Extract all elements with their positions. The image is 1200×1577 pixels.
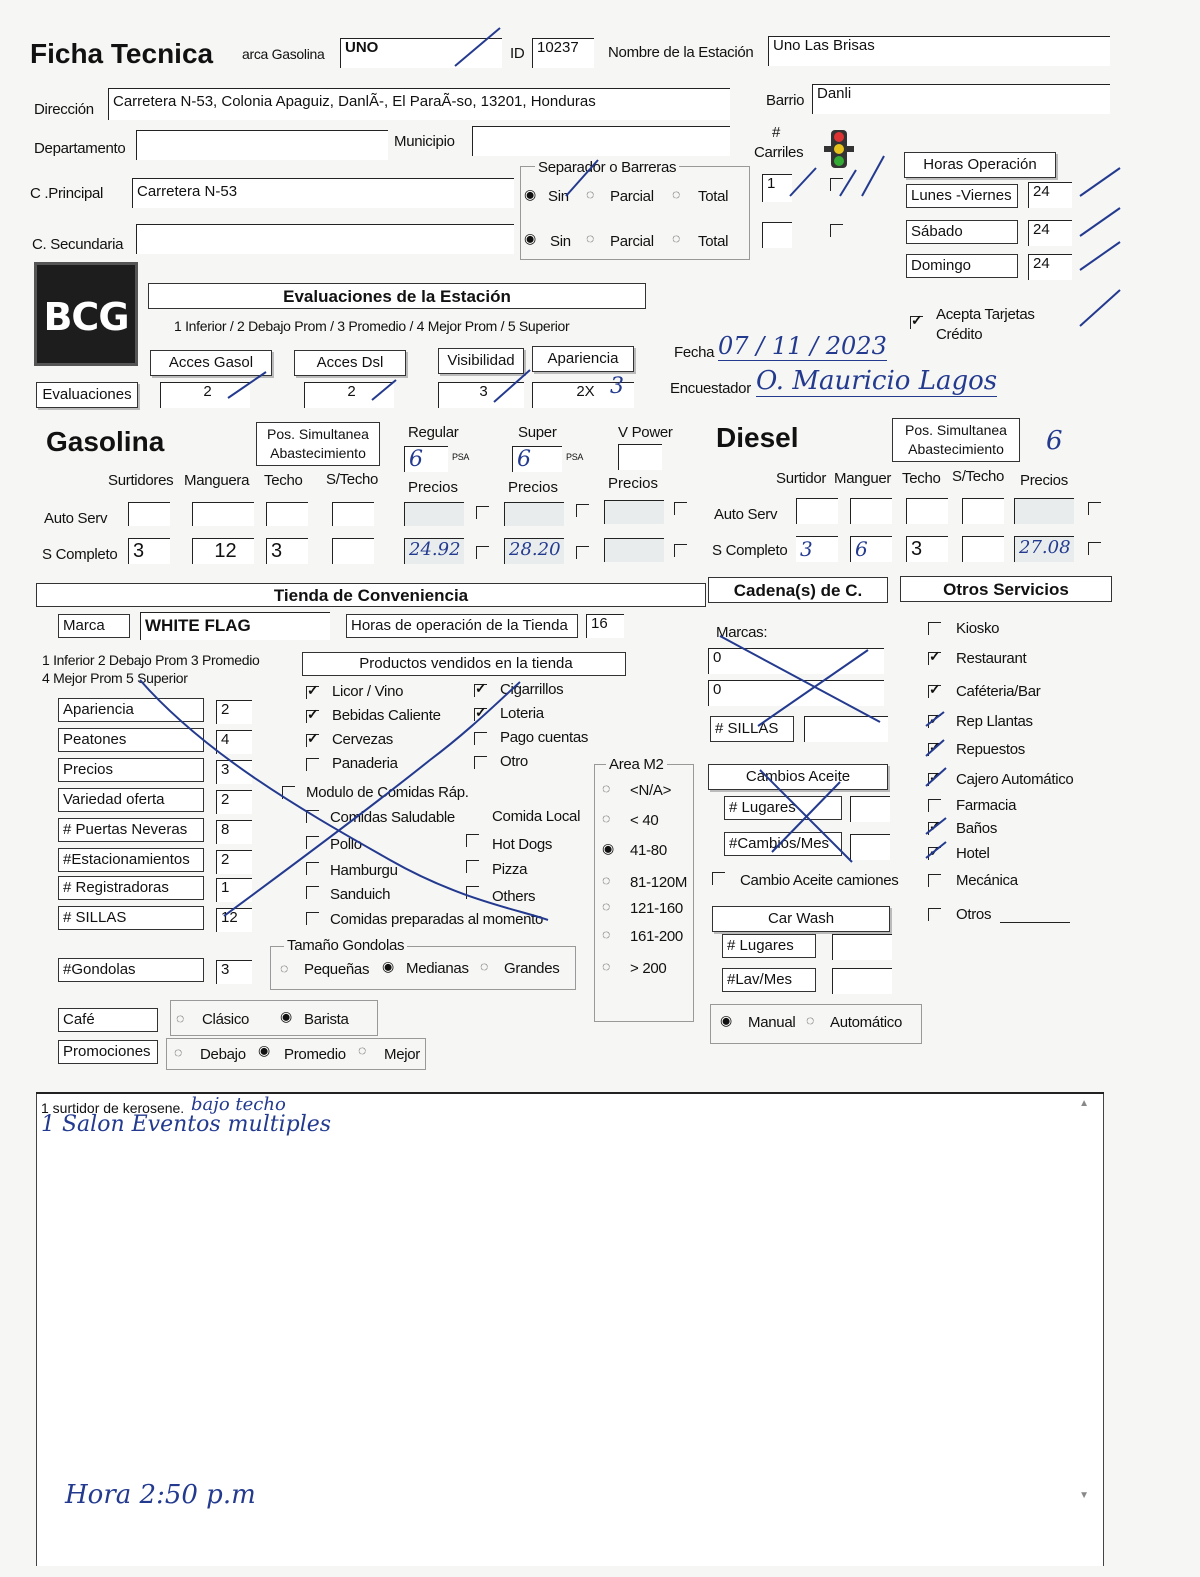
carriles-secundaria-field[interactable]	[762, 222, 792, 248]
diesel-col-stecho: S/Techo	[952, 468, 1005, 485]
tienda-scale-2: 4 Mejor Prom 5 Superior	[42, 670, 188, 686]
vpower-precios-label: Precios	[608, 475, 659, 492]
tienda-metric-field[interactable]: 8	[216, 820, 252, 844]
diesel-as-stecho[interactable]	[962, 498, 1004, 524]
diesel-sc-surtidor[interactable]: 3	[796, 536, 838, 562]
tienda-metric-label: Variedad oferta	[58, 788, 204, 812]
barista-label: Barista	[304, 1011, 349, 1028]
cw-lugares-field[interactable]	[832, 934, 892, 960]
gas-as-vpower-checkbox[interactable]	[674, 502, 687, 515]
form-title: Ficha Tecnica	[30, 38, 214, 69]
acces-gasol-field[interactable]: 2	[160, 382, 250, 408]
promedio-label: Promedio	[284, 1046, 346, 1063]
diesel-col-techo: Techo	[902, 470, 941, 487]
area-option-label: 81-120M	[630, 874, 688, 891]
area-group	[594, 764, 694, 1022]
area-radio[interactable]: ◌	[602, 872, 611, 888]
diesel-sc-checkbox[interactable]	[1088, 542, 1101, 555]
mejor-label: Mejor	[384, 1046, 421, 1063]
otros-line	[1000, 922, 1070, 923]
visibilidad-field[interactable]: 3	[438, 382, 524, 408]
scroll-down-icon[interactable]: ▼	[1079, 1490, 1089, 1501]
cadena-title: Cadena(s) de C.	[708, 577, 888, 603]
area-radio[interactable]: ◉	[602, 840, 615, 856]
diesel-as-checkbox[interactable]	[1088, 502, 1101, 515]
area-option-label: 41-80	[630, 842, 667, 859]
producto-label: Panaderia	[332, 755, 398, 772]
cambios-lugares-field[interactable]	[850, 796, 890, 822]
modulo-label: Modulo de Comidas Ráp.	[306, 784, 469, 801]
gas-as-precio-super[interactable]	[504, 502, 564, 526]
gas-sc-precio-super[interactable]: 28.20	[504, 538, 564, 564]
tienda-metric-label: # SILLAS	[58, 906, 204, 930]
otros-checkbox[interactable]	[928, 773, 941, 786]
acces-dsl-field[interactable]: 2	[304, 382, 394, 408]
horas-sab-field[interactable]: 24	[1028, 220, 1072, 246]
otros-checkbox[interactable]	[928, 822, 941, 835]
csecundaria-label: C. Secundaria	[32, 236, 124, 253]
cadena-sillas-label: # SILLAS	[710, 716, 794, 742]
sep-secundaria-total-label: Total	[698, 233, 729, 250]
automatico-label: Automático	[830, 1014, 903, 1031]
departamento-label: Departamento	[34, 140, 126, 157]
gas-as-precio-regular[interactable]	[404, 502, 464, 526]
medianas-label: Medianas	[406, 960, 469, 977]
otros-label: Caféteria/Bar	[956, 683, 1041, 700]
fecha-label: Fecha	[674, 344, 715, 361]
area-option-label: <N/A>	[630, 782, 672, 799]
grandes-radio[interactable]: ◌	[480, 958, 489, 974]
otros-label: Restaurant	[956, 650, 1027, 667]
cw-lav-label: #Lav/Mes	[722, 968, 816, 992]
tienda-horas-label: Horas de operación de la Tienda	[346, 614, 578, 638]
diesel-col-manguer: Manguer	[834, 470, 892, 487]
marca-label: arca Gasolina	[242, 46, 325, 62]
tarjetas-label-2: Crédito	[936, 326, 983, 343]
evaluaciones-scale: 1 Inferior / 2 Debajo Prom / 3 Promedio / 4 Mejor Prom / 5 Superior	[174, 318, 570, 334]
diesel-as-surtidor[interactable]	[796, 498, 838, 524]
notes-hand-2: 1 Salon Eventos multiples	[41, 1112, 332, 1137]
tienda-metric-field[interactable]: 2	[216, 790, 252, 814]
otros-checkbox[interactable]	[928, 874, 941, 887]
direccion-label: Dirección	[34, 101, 94, 118]
horas-sab-label: Sábado	[906, 220, 1018, 244]
regular-pos-field[interactable]	[404, 446, 448, 472]
direccion-field[interactable]: Carretera N-53, Colonia Apaguiz, DanlÃ-, El ParaÃ-so, 13201, Honduras	[108, 88, 730, 120]
diesel-sc-stecho[interactable]	[962, 536, 1004, 562]
area-radio[interactable]: ◌	[602, 898, 611, 914]
gas-sc-techo[interactable]: 3	[266, 538, 308, 564]
comidas-saludable-label: Comidas Saludable	[330, 809, 455, 826]
area-option-label: 121-160	[630, 900, 683, 917]
medianas-radio[interactable]: ◉	[382, 958, 395, 974]
tienda-metric-label: #Gondolas	[58, 958, 204, 982]
sep-principal-sin-label: Sin	[548, 188, 569, 205]
mejor-radio[interactable]: ◌	[358, 1042, 367, 1058]
diesel-sc-precio[interactable]: 27.08	[1014, 536, 1074, 562]
carriles-label: Carriles	[754, 144, 804, 161]
horas-title: Horas Operación	[904, 152, 1056, 178]
camiones-checkbox[interactable]	[712, 872, 725, 885]
diesel-title: Diesel	[716, 422, 799, 453]
notes-area[interactable]	[36, 1094, 1104, 1566]
cambios-lugares-label: # Lugares	[724, 796, 842, 820]
comida-local-label: Comida Local	[492, 808, 581, 825]
estacion-field[interactable]: Uno Las Brisas	[768, 36, 1110, 66]
otros-label: Rep Llantas	[956, 713, 1033, 730]
encuestador-value[interactable]: O. Mauricio Lagos	[756, 366, 998, 396]
otros-checkbox[interactable]	[928, 622, 941, 635]
tienda-metric-label: # Puertas Neveras	[58, 818, 204, 842]
carriles-principal-field[interactable]: 1	[762, 174, 792, 202]
diesel-autoserv-label: Auto Serv	[714, 506, 778, 523]
carwash-title: Car Wash	[712, 906, 890, 932]
manual-label: Manual	[748, 1014, 796, 1031]
producto-checkbox[interactable]	[474, 756, 487, 769]
diesel-as-precio[interactable]	[1014, 498, 1074, 524]
cadena-marca-2-field[interactable]: 0	[708, 680, 884, 706]
comidas-prep-checkbox[interactable]	[306, 912, 319, 925]
id-label: ID	[510, 45, 525, 62]
gasolina-title: Gasolina	[46, 426, 165, 457]
producto-label: Cervezas	[332, 731, 393, 748]
producto-checkbox[interactable]	[306, 686, 319, 699]
area-option-label: < 40	[630, 812, 659, 829]
sep-principal-total-radio[interactable]: ◌	[672, 186, 681, 202]
tienda-marca-field[interactable]: WHITE FLAG	[140, 612, 330, 640]
cambios-title: Cambios Aceite	[708, 764, 888, 790]
separador-title: Separador o Barreras	[535, 159, 679, 176]
apariencia-hand-value: 3	[610, 374, 624, 399]
gas-col-techo: Techo	[264, 472, 303, 489]
gas-sc-precio-vpower[interactable]	[604, 538, 664, 562]
apariencia-label: Apariencia	[532, 346, 634, 372]
sep-principal-total-label: Total	[698, 188, 729, 205]
producto-label: Otro	[500, 753, 528, 770]
producto-checkbox[interactable]	[306, 734, 319, 747]
producto-checkbox[interactable]	[306, 710, 319, 723]
cadena-marcas-label: Marcas:	[716, 624, 768, 641]
pollo-label: Pollo	[330, 836, 362, 853]
sep-secundaria-parcial-label: Parcial	[610, 233, 654, 250]
gas-col-surtidores: Surtidores	[108, 472, 174, 489]
modulo-checkbox[interactable]	[282, 786, 295, 799]
tienda-title: Tienda de Conveniencia	[36, 583, 706, 607]
area-radio[interactable]: ◌	[602, 810, 611, 826]
camiones-label: Cambio Aceite camiones	[740, 872, 899, 889]
otros-checkbox[interactable]	[928, 908, 941, 921]
otros-checkbox[interactable]	[928, 685, 941, 698]
area-option-label: > 200	[630, 960, 667, 977]
marca-field[interactable]: UNO	[340, 38, 502, 68]
hamburgu-label: Hamburgu	[330, 862, 398, 879]
notes-hand-1: bajo techo	[191, 1094, 286, 1115]
otros-label: Farmacia	[956, 797, 1017, 814]
diesel-as-manguera[interactable]	[850, 498, 892, 524]
clasico-label: Clásico	[202, 1011, 250, 1028]
departamento-field[interactable]	[136, 130, 388, 160]
cw-lav-field[interactable]	[832, 968, 892, 994]
evaluaciones-title: Evaluaciones de la Estación	[148, 283, 646, 309]
otros-label: Otros	[956, 906, 992, 923]
pizza-checkbox[interactable]	[466, 860, 479, 873]
producto-label: Cigarrillos	[500, 681, 564, 698]
gas-sc-regular-checkbox[interactable]	[476, 546, 489, 559]
csecundaria-field[interactable]	[136, 224, 514, 254]
otros-label: Baños	[956, 820, 998, 837]
otros-checkbox[interactable]	[928, 652, 941, 665]
super-pos-field[interactable]	[512, 446, 562, 472]
regular-psa: PSA	[452, 452, 470, 462]
area-radio[interactable]: ◌	[602, 958, 611, 974]
otros-label: Mecánica	[956, 872, 1018, 889]
producto-label: Bebidas Caliente	[332, 707, 441, 724]
bcg-logo	[34, 262, 138, 366]
automatico-radio[interactable]: ◌	[806, 1012, 815, 1028]
sanduich-checkbox[interactable]	[306, 886, 319, 899]
tienda-metric-field[interactable]: 3	[216, 760, 252, 784]
tienda-metric-field[interactable]: 2	[216, 850, 252, 874]
otros-checkbox[interactable]	[928, 743, 941, 756]
hot-dogs-label: Hot Dogs	[492, 836, 553, 853]
id-field[interactable]: 10237	[532, 38, 594, 68]
gas-as-surtidores[interactable]	[128, 502, 170, 526]
regular-pos-value: 6	[409, 447, 423, 472]
gondolas-title: Tamaño Gondolas	[284, 937, 407, 954]
gas-autoserv-label: Auto Serv	[44, 510, 108, 527]
regular-precios-label: Precios	[408, 479, 459, 496]
otros-checkbox[interactable]	[928, 715, 941, 728]
otros-label: Kiosko	[956, 620, 1000, 637]
cambios-mes-field[interactable]	[850, 834, 890, 860]
tienda-metric-field[interactable]: 3	[216, 960, 252, 984]
gas-sc-surtidores[interactable]: 3	[128, 538, 170, 564]
cprincipal-field[interactable]: Carretera N-53	[132, 178, 514, 208]
regular-label: Regular	[408, 424, 459, 441]
municipio-field[interactable]	[472, 126, 730, 156]
gas-scompleto-label: S Completo	[42, 546, 118, 563]
gas-sc-precio-regular[interactable]: 24.92	[404, 538, 464, 564]
tienda-metric-label: #Estacionamientos	[58, 848, 204, 872]
super-psa: PSA	[566, 452, 584, 462]
horas-lv-label: Lunes -Viernes	[906, 184, 1018, 208]
sep-secundaria-parcial-radio[interactable]: ◌	[586, 230, 595, 246]
cambios-mes-label: #Cambios/Mes	[724, 832, 842, 856]
semaforo-secundaria-checkbox[interactable]	[830, 224, 843, 237]
others-checkbox[interactable]	[466, 886, 479, 899]
notes-hora: Hora 2:50 p.m	[65, 1480, 256, 1510]
sep-principal-sin-radio[interactable]: ◉	[524, 186, 537, 202]
vpower-label: V Power	[618, 424, 673, 441]
otros-title: Otros Servicios	[900, 576, 1112, 602]
super-precios-label: Precios	[508, 479, 559, 496]
gas-col-manguera: Manguera	[184, 472, 250, 489]
barista-radio[interactable]: ◉	[280, 1008, 293, 1024]
bcg-logo-text: BCG	[43, 295, 129, 339]
diesel-pos-sim-label: Pos. Simultanea Abastecimiento	[892, 418, 1020, 462]
tarjetas-checkbox[interactable]	[910, 316, 923, 329]
cafe-label: Café	[58, 1008, 158, 1032]
gas-as-manguera[interactable]	[192, 502, 254, 526]
hamburgu-checkbox[interactable]	[306, 862, 319, 875]
pequenas-radio[interactable]: ◌	[280, 960, 289, 976]
tienda-metric-label: Peatones	[58, 728, 204, 752]
tienda-metric-label: Precios	[58, 758, 204, 782]
comidas-prep-label: Comidas preparadas al momento	[330, 911, 544, 928]
tarjetas-label-1: Acepta Tarjetas	[936, 306, 1035, 323]
promociones-label: Promociones	[58, 1040, 158, 1064]
sep-secundaria-sin-radio[interactable]: ◉	[524, 230, 537, 246]
gas-as-super-checkbox[interactable]	[576, 504, 589, 517]
otros-label: Repuestos	[956, 741, 1026, 758]
otros-checkbox[interactable]	[928, 799, 941, 812]
comidas-saludable-checkbox[interactable]	[306, 810, 319, 823]
producto-checkbox[interactable]	[474, 708, 487, 721]
pizza-label: Pizza	[492, 861, 528, 878]
diesel-sc-techo[interactable]: 3	[906, 536, 948, 562]
producto-label: Pago cuentas	[500, 729, 589, 746]
diesel-col-surtidor: Surtidor	[776, 470, 827, 487]
encuestador-label: Encuestador	[670, 380, 751, 397]
vpower-pos-field[interactable]	[618, 444, 662, 470]
diesel-col-precios: Precios	[1020, 472, 1068, 489]
horas-dom-field[interactable]: 24	[1028, 254, 1072, 280]
area-title: Area M2	[606, 756, 667, 773]
barrio-field[interactable]: Danli	[812, 84, 1110, 114]
gas-col-stecho: S/Techo	[326, 471, 379, 488]
barrio-label: Barrio	[766, 92, 805, 109]
tienda-metric-field[interactable]: 2	[216, 700, 252, 724]
estacion-label: Nombre de la Estación	[608, 44, 754, 61]
gas-as-precio-vpower[interactable]	[604, 500, 664, 524]
scroll-up-icon[interactable]: ▲	[1079, 1098, 1089, 1109]
fecha-value[interactable]: 07 / 11 / 2023	[718, 332, 887, 360]
pollo-checkbox[interactable]	[306, 836, 319, 849]
promedio-radio[interactable]: ◉	[258, 1042, 271, 1058]
gas-sc-vpower-checkbox[interactable]	[674, 544, 687, 557]
area-radio[interactable]: ◌	[602, 926, 611, 942]
traffic-light-icon	[824, 128, 854, 170]
otros-label: Cajero Automático	[956, 771, 1074, 788]
sep-secundaria-total-radio[interactable]: ◌	[672, 230, 681, 246]
otros-label: Hotel	[956, 845, 990, 862]
gas-sc-manguera[interactable]: 12	[192, 538, 254, 564]
producto-checkbox[interactable]	[306, 758, 319, 771]
productos-title: Productos vendidos en la tienda	[302, 652, 626, 676]
horas-dom-label: Domingo	[906, 254, 1018, 278]
super-pos-value: 6	[517, 447, 531, 472]
producto-label: Licor / Vino	[332, 683, 404, 700]
sep-secundaria-sin-label: Sin	[550, 233, 571, 250]
debajo-radio[interactable]: ◌	[174, 1044, 183, 1060]
others-label: Others	[492, 888, 536, 905]
cadena-sillas-field[interactable]	[804, 716, 888, 742]
producto-checkbox[interactable]	[474, 684, 487, 697]
cw-lugares-label: # Lugares	[722, 934, 816, 958]
diesel-scompleto-label: S Completo	[712, 542, 788, 559]
grandes-label: Grandes	[504, 960, 560, 977]
cprincipal-label: C .Principal	[30, 185, 104, 202]
area-option-label: 161-200	[630, 928, 683, 945]
gas-as-regular-checkbox[interactable]	[476, 506, 489, 519]
tienda-marca-label: Marca	[58, 614, 130, 638]
tienda-horas-field[interactable]: 16	[586, 614, 624, 638]
clasico-radio[interactable]: ◌	[176, 1010, 185, 1026]
diesel-pos-value[interactable]: 6	[1046, 426, 1063, 456]
tienda-scale-1: 1 Inferior 2 Debajo Prom 3 Promedio	[42, 652, 260, 668]
pequenas-label: Pequeñas	[304, 961, 370, 978]
municipio-label: Municipio	[394, 133, 455, 150]
tienda-metric-label: Apariencia	[58, 698, 204, 722]
horas-lv-field[interactable]: 24	[1028, 182, 1072, 208]
carriles-hash: #	[772, 124, 781, 141]
producto-checkbox[interactable]	[474, 732, 487, 745]
evaluaciones-row-label: Evaluaciones	[36, 382, 138, 408]
gas-sc-stecho[interactable]	[332, 538, 374, 564]
tienda-metric-field[interactable]: 1	[216, 878, 252, 902]
tienda-metric-field[interactable]: 12	[216, 908, 252, 932]
diesel-sc-manguera[interactable]: 6	[850, 536, 892, 562]
tienda-metric-field[interactable]: 4	[216, 730, 252, 754]
producto-label: Loteria	[500, 705, 544, 722]
gas-sc-super-checkbox[interactable]	[576, 546, 589, 559]
diesel-as-techo[interactable]	[906, 498, 948, 524]
apariencia-field[interactable]: 2X	[532, 382, 634, 408]
gas-as-techo[interactable]	[266, 502, 308, 526]
semaforo-principal-checkbox[interactable]	[830, 178, 843, 191]
sep-principal-parcial-radio[interactable]: ◌	[586, 186, 595, 202]
hot-dogs-checkbox[interactable]	[466, 834, 479, 847]
sep-principal-parcial-label: Parcial	[610, 188, 654, 205]
gas-as-stecho[interactable]	[332, 502, 374, 526]
debajo-label: Debajo	[200, 1046, 246, 1063]
acces-gasol-label: Acces Gasol	[150, 350, 272, 376]
notes-printed: 1 surtidor de kerosene.	[41, 1100, 185, 1116]
acces-dsl-label: Acces Dsl	[294, 350, 406, 376]
gas-pos-sim-label: Pos. Simultanea Abastecimiento	[256, 422, 380, 466]
sanduich-label: Sanduich	[330, 886, 391, 903]
cadena-marca-1-field[interactable]: 0	[708, 648, 884, 674]
super-label: Super	[518, 424, 557, 441]
visibilidad-label: Visibilidad	[438, 348, 524, 374]
otros-checkbox[interactable]	[928, 847, 941, 860]
tienda-metric-label: # Registradoras	[58, 876, 204, 900]
area-radio[interactable]: ◌	[602, 780, 611, 796]
manual-radio[interactable]: ◉	[720, 1012, 733, 1028]
